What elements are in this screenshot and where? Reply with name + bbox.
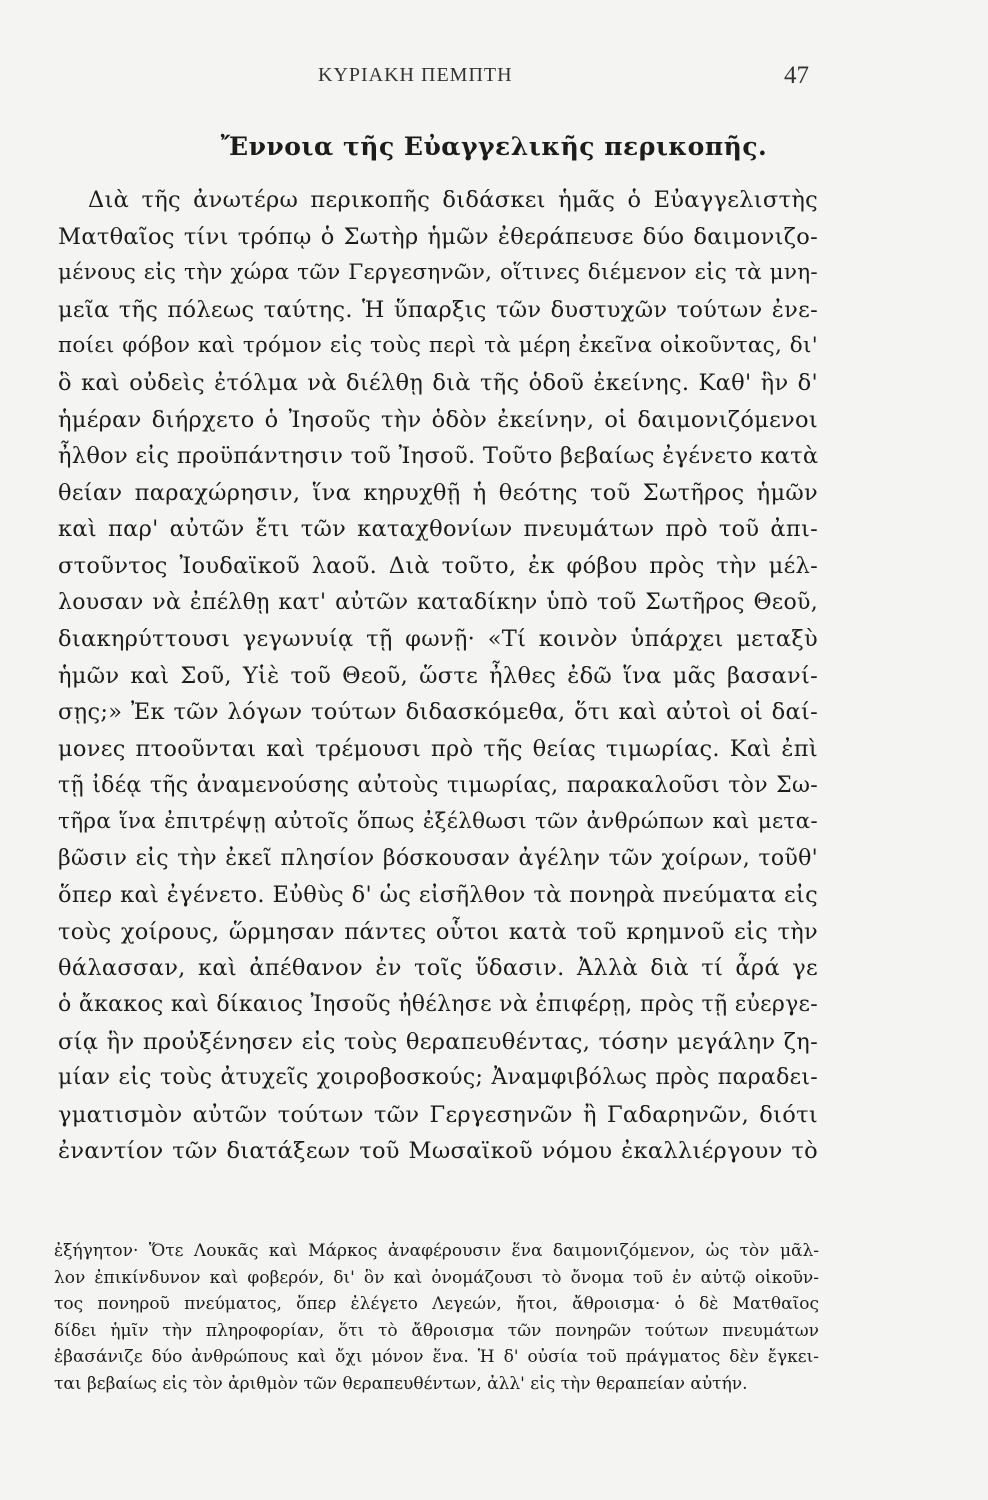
text-line: θείαν παραχώρησιν, ἵνα κηρυχθῇ ἡ θεότης τοῦ Σωτῆρος ἡμῶν [58,479,818,506]
footnote-line: λον ἐπικίνδυνον καὶ φοβερόν, δι' ὃν καὶ ὀνομάζουσι τὸ ὄνομα τοῦ ἐν αὐτῷ οἰκοῦν- [54,1267,819,1288]
footnote-line: ἐβασάνιζε δύο ἀνθρώπους καὶ ὄχι μόνον ἕνα. Ἡ δ' οὐσία τοῦ πράγματος δὲν ἔγκει- [54,1347,819,1368]
text-line: ἡμέραν διήρχετο ὁ Ἰησοῦς τὴν ὁδὸν ἐκείνην, οἱ δαιμονιζόμενοι [58,406,818,433]
text-line: τῆρα ἵνα ἐπιτρέψῃ αὐτοῖς ὅπως ἐξέλθωσι τῶν ἀνθρώπων καὶ μετα- [58,809,818,835]
text-line: ἦλθον εἰς προϋπάντησιν τοῦ Ἰησοῦ. Τοῦτο βεβαίως ἐγένετο κατὰ [58,443,819,470]
text-line: ὅπερ καὶ ἐγένετο. Εὐθὺς δ' ὡς εἰσῆλθον τὰ πονηρὰ πνεύματα εἰς [58,882,818,909]
footnote [54,1238,819,1398]
section-heading: Ἔννοια τῆς Εὐαγγελικῆς περικοπῆς. [220,132,768,161]
text-line: Ματθαῖος τίνι τρόπῳ ὁ Σωτὴρ ἡμῶν ἐθεράπευσε δύο δαιμονιζο- [58,223,818,250]
text-line: τῇ ἰδέᾳ τῆς ἀναμενούσης αὐτοὺς τιμωρίας, παρακαλοῦσι τὸν Σω- [58,772,818,798]
text-line: ἡμῶν καὶ Σοῦ, Υἱὲ τοῦ Θεοῦ, ὥστε ἦλθες ἐδῶ ἵνα μᾶς βασανί- [58,662,818,689]
text-line: διακηρύττουσι γεγωνυίᾳ τῇ φωνῇ· «Τί κοινὸν ὑπάρχει μεταξὺ [58,626,818,653]
text-line: βῶσιν εἰς τὴν ἐκεῖ πλησίον βόσκουσαν ἀγέλην τῶν χοίρων, τοῦθ' [58,845,818,871]
text-line: θάλασσαν, καὶ ἀπέθανον ἐν τοῖς ὕδασιν. Ἀλλὰ διὰ τί ἆρά γε [58,955,818,982]
text-line: σῃς;» Ἐκ τῶν λόγων τούτων διδασκόμεθα, ὅτι καὶ αὐτοὶ οἱ δαί- [58,699,818,726]
text-line: γματισμὸν αὐτῶν τούτων τῶν Γεργεσηνῶν ἢ Γαδαρηνῶν, διότι [58,1101,818,1128]
text-line: μένους εἰς τὴν χώρα τῶν Γεργεσηνῶν, οἵτινες διέμενον εἰς τὰ μνη- [58,260,818,286]
text-line: ὃ καὶ οὐδεὶς ἐτόλμα νὰ διέλθῃ διὰ τῆς ὁδοῦ ἐκείνης. Καθ' ἣν δ' [58,369,818,396]
footnote-line: ται βεβαίως εἰς τὸν ἀριθμὸν τῶν θεραπευθέντων, ἀλλ' εἰς τὴν θεραπείαν αὐτήν. [54,1373,748,1394]
text-line: ποίει φόβον καὶ τρόμον εἰς τοὺς περὶ τὰ μέρη ἐκεῖνα οἰκοῦντας, δι' [58,333,818,359]
text-line: ὁ ἄκακος καὶ δίκαιος Ἰησοῦς ἠθέλησε νὰ ἐπιφέρῃ, πρὸς τῇ εὐεργε- [58,992,818,1018]
body-text [58,182,818,1170]
text-line: τοὺς χοίρους, ὥρμησαν πάντες οὗτοι κατὰ τοῦ κρημνοῦ εἰς τὴν [58,918,818,945]
text-line: Διὰ τῆς ἀνωτέρω περικοπῆς διδάσκει ἡμᾶς ὁ Εὐαγγελιστὴς [88,187,818,213]
text-line: λουσαν νὰ ἐπέλθῃ κατ' αὐτῶν καταδίκην ὑπὸ τοῦ Σωτῆρος Θεοῦ, [58,589,818,615]
footnote-line: ἐξήγητον· Ὅτε Λουκᾶς καὶ Μάρκος ἀναφέρουσιν ἕνα δαιμονιζόμενον, ὡς τὸν μᾶλ- [54,1241,819,1261]
page-number: 47 [784,62,809,89]
text-line: μεῖα τῆς πόλεως ταύτης. Ἡ ὕπαρξις τῶν δυστυχῶν τούτων ἐνε- [58,296,818,323]
text-line: μονες πτοοῦνται καὶ τρέμουσι πρὸ τῆς θείας τιμωρίας. Καὶ ἐπὶ [58,735,818,762]
text-line: ἐναντίον τῶν διατάξεων τοῦ Μωσαϊκοῦ νόμου ἐκαλλιέργουν τὸ [58,1138,818,1165]
footnote-line: δίδει ἡμῖν τὴν πληροφορίαν, ὅτι τὸ ἄθροισμα τῶν πονηρῶν τούτων πνευμάτων [54,1320,819,1341]
text-line: στοῦντος Ἰουδαϊκοῦ λαοῦ. Διὰ τοῦτο, ἐκ φόβου πρὸς τὴν μέλ- [58,552,818,579]
running-title: ΚΥΡΙΑΚΗ ΠΕΜΠΤΗ [318,64,513,86]
text-line: μίαν εἰς τοὺς ἀτυχεῖς χοιροβοσκούς; Ἀναμφιβόλως πρὸς παραδει- [58,1065,818,1091]
text-line: καὶ παρ' αὐτῶν ἔτι τῶν καταχθονίων πνευμάτων πρὸ τοῦ ἀπι- [58,516,818,543]
text-line: σίᾳ ἣν προὐξένησεν εἰς τοὺς θεραπευθέντας, τόσην μεγάλην ζη- [58,1028,818,1055]
running-head [0,64,988,94]
footnote-line: τος πονηροῦ πνεύματος, ὅπερ ἐλέγετο Λεγεών, ἤτοι, ἄθροισμα· ὁ δὲ Ματθαῖος [54,1294,819,1315]
